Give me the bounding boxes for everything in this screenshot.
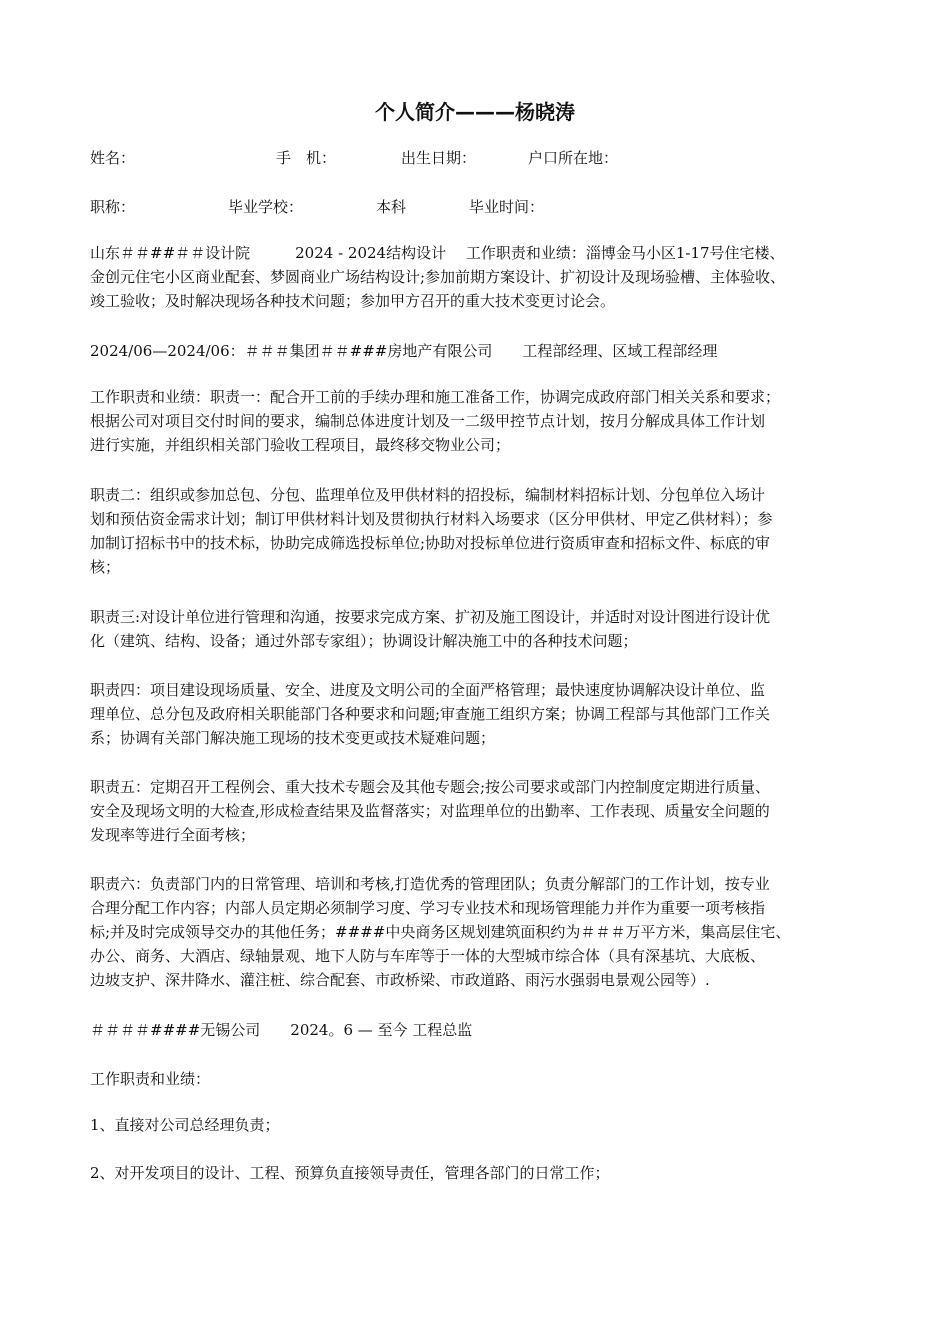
paragraph-line: 合理分配工作内容；内部人员定期必须制学习度、学习专业技术和现场管理能力并作为重要一项考核指 [90, 899, 766, 917]
paragraph-line: 职责五：定期召开工程例会、重大技术专题会及其他专题会;按公司要求或部门内控制度定期进行质量、 [90, 778, 771, 796]
duty-3 [90, 605, 865, 653]
experience-design-institute [90, 241, 865, 313]
paragraph-line: 安全及现场文明的大检查,形成检查结果及监督落实；对监理单位的出勤率、工作表现、质量安全问题的 [90, 802, 770, 820]
paragraph-line: 竣工验收；及时解决现场各种技术问题；参加甲方召开的重大技术变更讨论会。 [90, 292, 616, 310]
hukou-label: 户口所在地： [528, 149, 619, 167]
experience-wuxi-header: ＃＃＃＃####无锡公司 2024。6 — 至今 工程总监 [90, 1021, 473, 1039]
graduation-time-label: 毕业时间： [469, 198, 545, 216]
birth-date-label: 出生日期： [401, 149, 477, 167]
paragraph-line: 办公、商务、大酒店、绿轴景观、地下人防与车库等于一体的大型城市综合体（具有深基坑、大底板、 [90, 947, 766, 965]
paragraph-line: 职责四：项目建设现场质量、安全、进度及文明公司的全面严格管理；最快速度协调解决设计单位、监 [90, 681, 766, 699]
page-title: 个人简介———杨晓涛 [375, 100, 575, 124]
paragraph-line: 职责六：负责部门内的日常管理、培训和考核,打造优秀的管理团队；负责分解部门的工作计划，按专业 [90, 875, 770, 893]
paragraph-line: 山东＃＃##＃＃设计院 2024 - 2024结构设计 工作职责和业绩：淄博金马小区1-17号住宅楼、 [90, 244, 785, 262]
paragraph-line: 工作职责和业绩：职责一：配合开工前的手续办理和施工准备工作，协调完成政府部门相关关系和要求； [90, 388, 781, 406]
paragraph-line: 划和预估资金需求计划；制订甲供材料计划及贯彻执行材料入场要求（区分甲供材、甲定乙供材料）；参 [90, 510, 773, 528]
paragraph-line: 金创元住宅小区商业配套、梦圆商业广场结构设计;参加前期方案设计、扩初设计及现场验槽、主体验收、 [90, 268, 786, 286]
duty-5 [90, 775, 865, 847]
paragraph-line: 化（建筑、结构、设备；通过外部专家组）；协调设计解决施工中的各种技术问题； [90, 632, 638, 650]
paragraph-line: 根据公司对项目交付时间的要求，编制总体进度计划及一二级甲控节点计划，按月分解成具体工作计划 [90, 412, 766, 430]
paragraph-line: 进行实施，并组织相关部门验收工程项目，最终移交物业公司； [90, 436, 511, 454]
paragraph-line: 核； [90, 558, 121, 576]
paragraph-line: 发现率等进行全面考核； [90, 826, 256, 844]
paragraph-line: 边坡支护、深井降水、灌注桩、综合配套、市政桥梁、市政道路、雨污水强弱电景观公园等）. [90, 971, 710, 989]
phone-label: 手 机： [276, 149, 337, 167]
paragraph-line: 职责二：组织或参加总包、分包、监理单位及甲供材料的招投标，编制材料招标计划、分包单位入场计 [90, 486, 766, 504]
name-label: 姓名： [90, 149, 136, 167]
duty-1 [90, 385, 865, 457]
paragraph-line: 标;并及时完成领导交办的其他任务；####中央商务区规划建筑面积约为＃＃＃万平方米，集高层住宅、 [90, 923, 791, 941]
experience-real-estate-header: 2024/06—2024/06：＃＃＃集团＃＃###房地产有限公司 工程部经理、区域工程部经理 [90, 342, 718, 360]
duty-2 [90, 483, 865, 579]
experience-wuxi-subheader: 工作职责和业绩： [90, 1070, 211, 1088]
paragraph-line: 职责三:对设计单位进行管理和沟通，按要求完成方案、扩初及施工图设计，并适时对设计图进行设计优 [90, 608, 771, 626]
paragraph-line: 加制订招标书中的技术标，协助完成筛选投标单位;协助对投标单位进行资质审查和招标文件、标底的审 [90, 534, 771, 552]
degree-value: 本科 [376, 198, 407, 216]
duty-6 [90, 872, 865, 992]
list-item: 1、直接对公司总经理负责； [90, 1116, 280, 1134]
job-title-label: 职称： [90, 198, 136, 216]
list-item: 2、对开发项目的设计、工程、预算负直接领导责任，管理各部门的日常工作； [90, 1164, 610, 1182]
paragraph-line: 理单位、总分包及政府相关职能部门各种要求和问题;审查施工组织方案；协调工程部与其他部门工作关 [90, 705, 771, 723]
duty-4 [90, 678, 865, 750]
paragraph-line: 系；协调有关部门解决施工现场的技术变更或技术疑难问题； [90, 729, 496, 747]
school-label: 毕业学校： [228, 198, 304, 216]
